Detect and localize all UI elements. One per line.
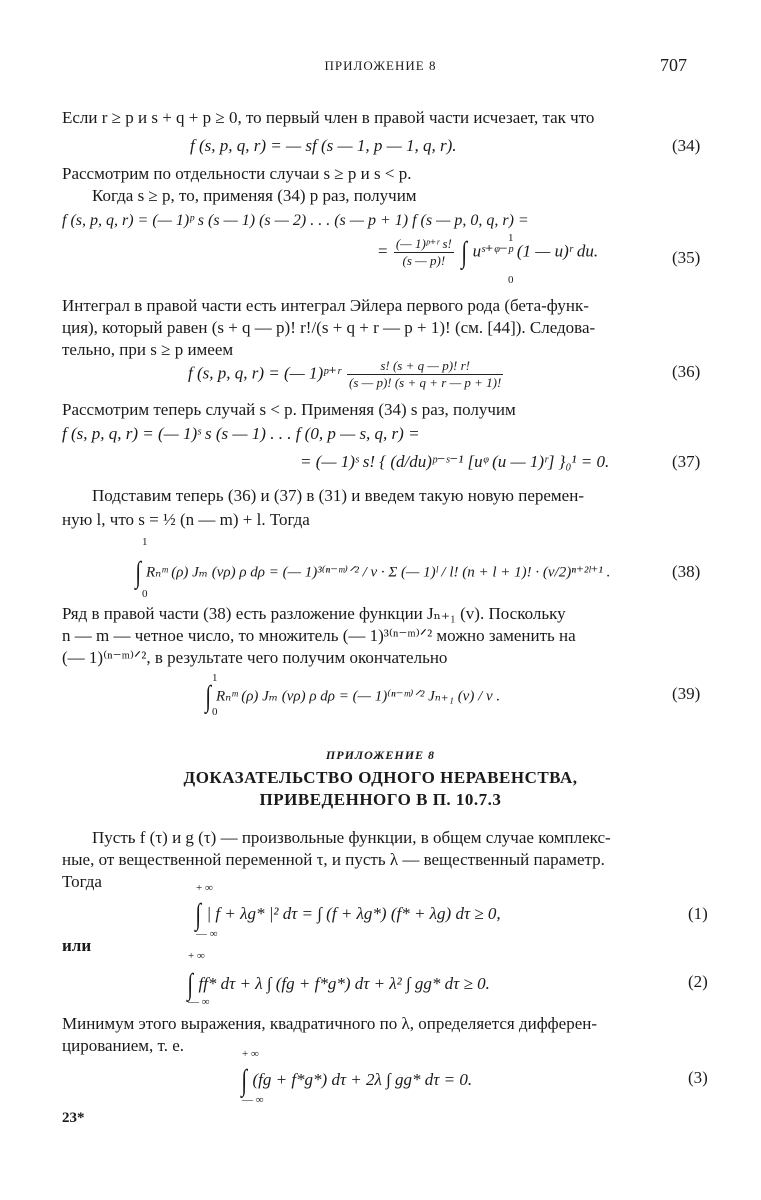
integral-lower-limit: — ∞ — [196, 928, 218, 940]
paragraph-line: тельно, при s ≥ p имеем — [62, 340, 234, 359]
paragraph-line: Рассмотрим по отдельности случаи s ≥ p и s < p. — [62, 164, 412, 183]
paragraph-line: ные, от вещественной переменной τ, и пусть λ — вещественный параметр. — [62, 850, 605, 869]
page-number: 707 — [660, 55, 687, 75]
paragraph-line: n — m — четное число, то множитель (— 1)³⁽ⁿ⁻ᵐ⁾ᐟ² можно заменить на — [62, 626, 576, 645]
paragraph-line: Тогда — [62, 872, 102, 891]
running-head: ПРИЛОЖЕНИЕ 8 — [324, 58, 437, 73]
equation-number: (37) — [672, 452, 701, 471]
fraction: $\frac{s! (s + q — p)! r!}{(s — p)! (s + q + r — p + 1)!}$ — [349, 358, 502, 390]
paragraph-line: ция), который равен (s + q — p)! r!/(s + q + r — p + 1)! (см. [44]). Следова- — [62, 318, 596, 337]
paragraph-line: Интеграл в правой части есть интеграл Эйлера первого рода (бета-функ- — [62, 296, 589, 315]
fraction: $\frac{\text{(— 1)ᵖ⁺ʳ s!}}{(s — p)!}$ — [395, 236, 452, 268]
equation-34: f (s, p, q, r) = — sf (s — 1, p — 1, q, r). — [190, 136, 457, 155]
equation-number: (38) — [672, 562, 701, 581]
equation-37-line2: = (— 1)ˢ s! { (d/du)ᵖ⁻ˢ⁻¹ [uᵠ (u — 1)ʳ] }₀¹ = 0. — [300, 452, 610, 471]
integral-lower-limit: — ∞ — [188, 996, 210, 1008]
equation-38: ∫ Rₙᵐ (ρ) Jₘ (vρ) ρ dρ = (— 1)³⁽ⁿ⁻ᵐ⁾ᐟ² / v · Σ (— 1)ˡ / l! (n + l + 1)! · (v/2)ⁿ⁺²ˡ⁺¹ . — [135, 556, 611, 589]
equation-number: (36) — [672, 362, 701, 381]
equation-1: ∫ | f + λg* |² dτ = ∫ (f + λg*) (f* + λg) dτ ≥ 0, — [195, 898, 501, 931]
integral-upper-limit: + ∞ — [188, 950, 205, 962]
paragraph-line: Пусть f (τ) и g (τ) — произвольные функции, в общем случае комплекс- — [92, 828, 611, 847]
equation-number: (3) — [688, 1068, 708, 1087]
integral-sign: ∫ — [135, 556, 141, 589]
integral-upper-limit: 1 — [142, 536, 148, 548]
paragraph-line: Когда s ≥ p, то, применяя (34) p раз, получим — [92, 186, 417, 205]
integral-sign: ∫ — [241, 1064, 247, 1097]
integral-upper-limit: + ∞ — [196, 882, 213, 894]
appendix-label: ПРИЛОЖЕНИЕ 8 — [325, 748, 436, 762]
equation-number: (2) — [688, 972, 708, 991]
integral-upper-limit: + ∞ — [242, 1048, 259, 1060]
equation-36: f (s, p, q, r) = (— 1)ᵖ⁺ʳ $\frac{s! (s + q — p)! r!}{(s — p)! (s + q + r — p + 1)!}$ — [188, 358, 502, 390]
equation-number: (34) — [672, 136, 701, 155]
equation-number: (35) — [672, 248, 701, 267]
paragraph-line: ную l, что s = ½ (n — m) + l. Тогда — [62, 510, 310, 529]
equation-35-line2: = $\frac{\text{(— 1)ᵖ⁺ʳ s!}}{(s — p)!}$ ∫ uˢ⁺ᵠ⁻ᵖ (1 — u)ʳ du. — [378, 235, 599, 269]
integral-sign: ∫ — [187, 968, 193, 1001]
integral-sign: ∫ — [461, 235, 468, 269]
paragraph-line: цированием, т. е. — [62, 1036, 184, 1055]
integral-lower-limit: 0 — [508, 274, 514, 286]
equation-37-line1: f (s, p, q, r) = (— 1)ˢ s (s — 1) . . . f (0, p — s, q, r) = — [62, 424, 420, 443]
paragraph-line: (— 1)⁽ⁿ⁻ᵐ⁾ᐟ², в результате чего получим окончательно — [62, 648, 448, 667]
paragraph-line: Рассмотрим теперь случай s < p. Применяя (34) s раз, получим — [62, 400, 516, 419]
integral-sign: ∫ — [205, 680, 211, 713]
integral-lower-limit: 0 — [212, 706, 218, 718]
paragraph-line: Минимум этого выражения, квадратичного по λ, определяется дифферен- — [62, 1014, 597, 1033]
appendix-title-line1: ДОКАЗАТЕЛЬСТВО ОДНОГО НЕРАВЕНСТВА, — [183, 768, 578, 787]
equation-2: ∫ ff* dτ + λ ∫ (fg + f*g*) dτ + λ² ∫ gg* dτ ≥ 0. — [187, 968, 490, 1001]
paragraph-line: или — [62, 936, 92, 955]
equation-39: ∫ Rₙᵐ (ρ) Jₘ (vρ) ρ dρ = (— 1)⁽ⁿ⁻ᵐ⁾ᐟ² Jₙ₊₁ (v) / v . — [205, 680, 501, 713]
paragraph-line: Ряд в правой части (38) есть разложение функции Jₙ₊₁ (v). Поскольку — [62, 604, 566, 623]
equation-number: (39) — [672, 684, 701, 703]
integral-upper-limit: 1 — [212, 672, 218, 684]
equation-35-line1: f (s, p, q, r) = (— 1)ᵖ s (s — 1) (s — 2) . . . (s — p + 1) f (s — p, 0, q, r) = — [62, 212, 529, 229]
integral-sign: ∫ — [195, 898, 201, 931]
equation-number: (1) — [688, 904, 708, 923]
paragraph-line: Подставим теперь (36) и (37) в (31) и введем такую новую перемен- — [92, 486, 584, 505]
integral-lower-limit: 0 — [142, 588, 148, 600]
appendix-title-line2: ПРИВЕДЕННОГО В П. 10.7.3 — [259, 790, 502, 809]
integral-upper-limit: 1 — [508, 232, 514, 244]
integral-lower-limit: — ∞ — [242, 1094, 264, 1106]
equation-3: ∫ (fg + f*g*) dτ + 2λ ∫ gg* dτ = 0. — [241, 1064, 473, 1097]
paragraph-line: Если r ≥ p и s + q + p ≥ 0, то первый член в правой части исчезает, так что — [62, 108, 595, 127]
signature-mark: 23* — [62, 1110, 85, 1126]
